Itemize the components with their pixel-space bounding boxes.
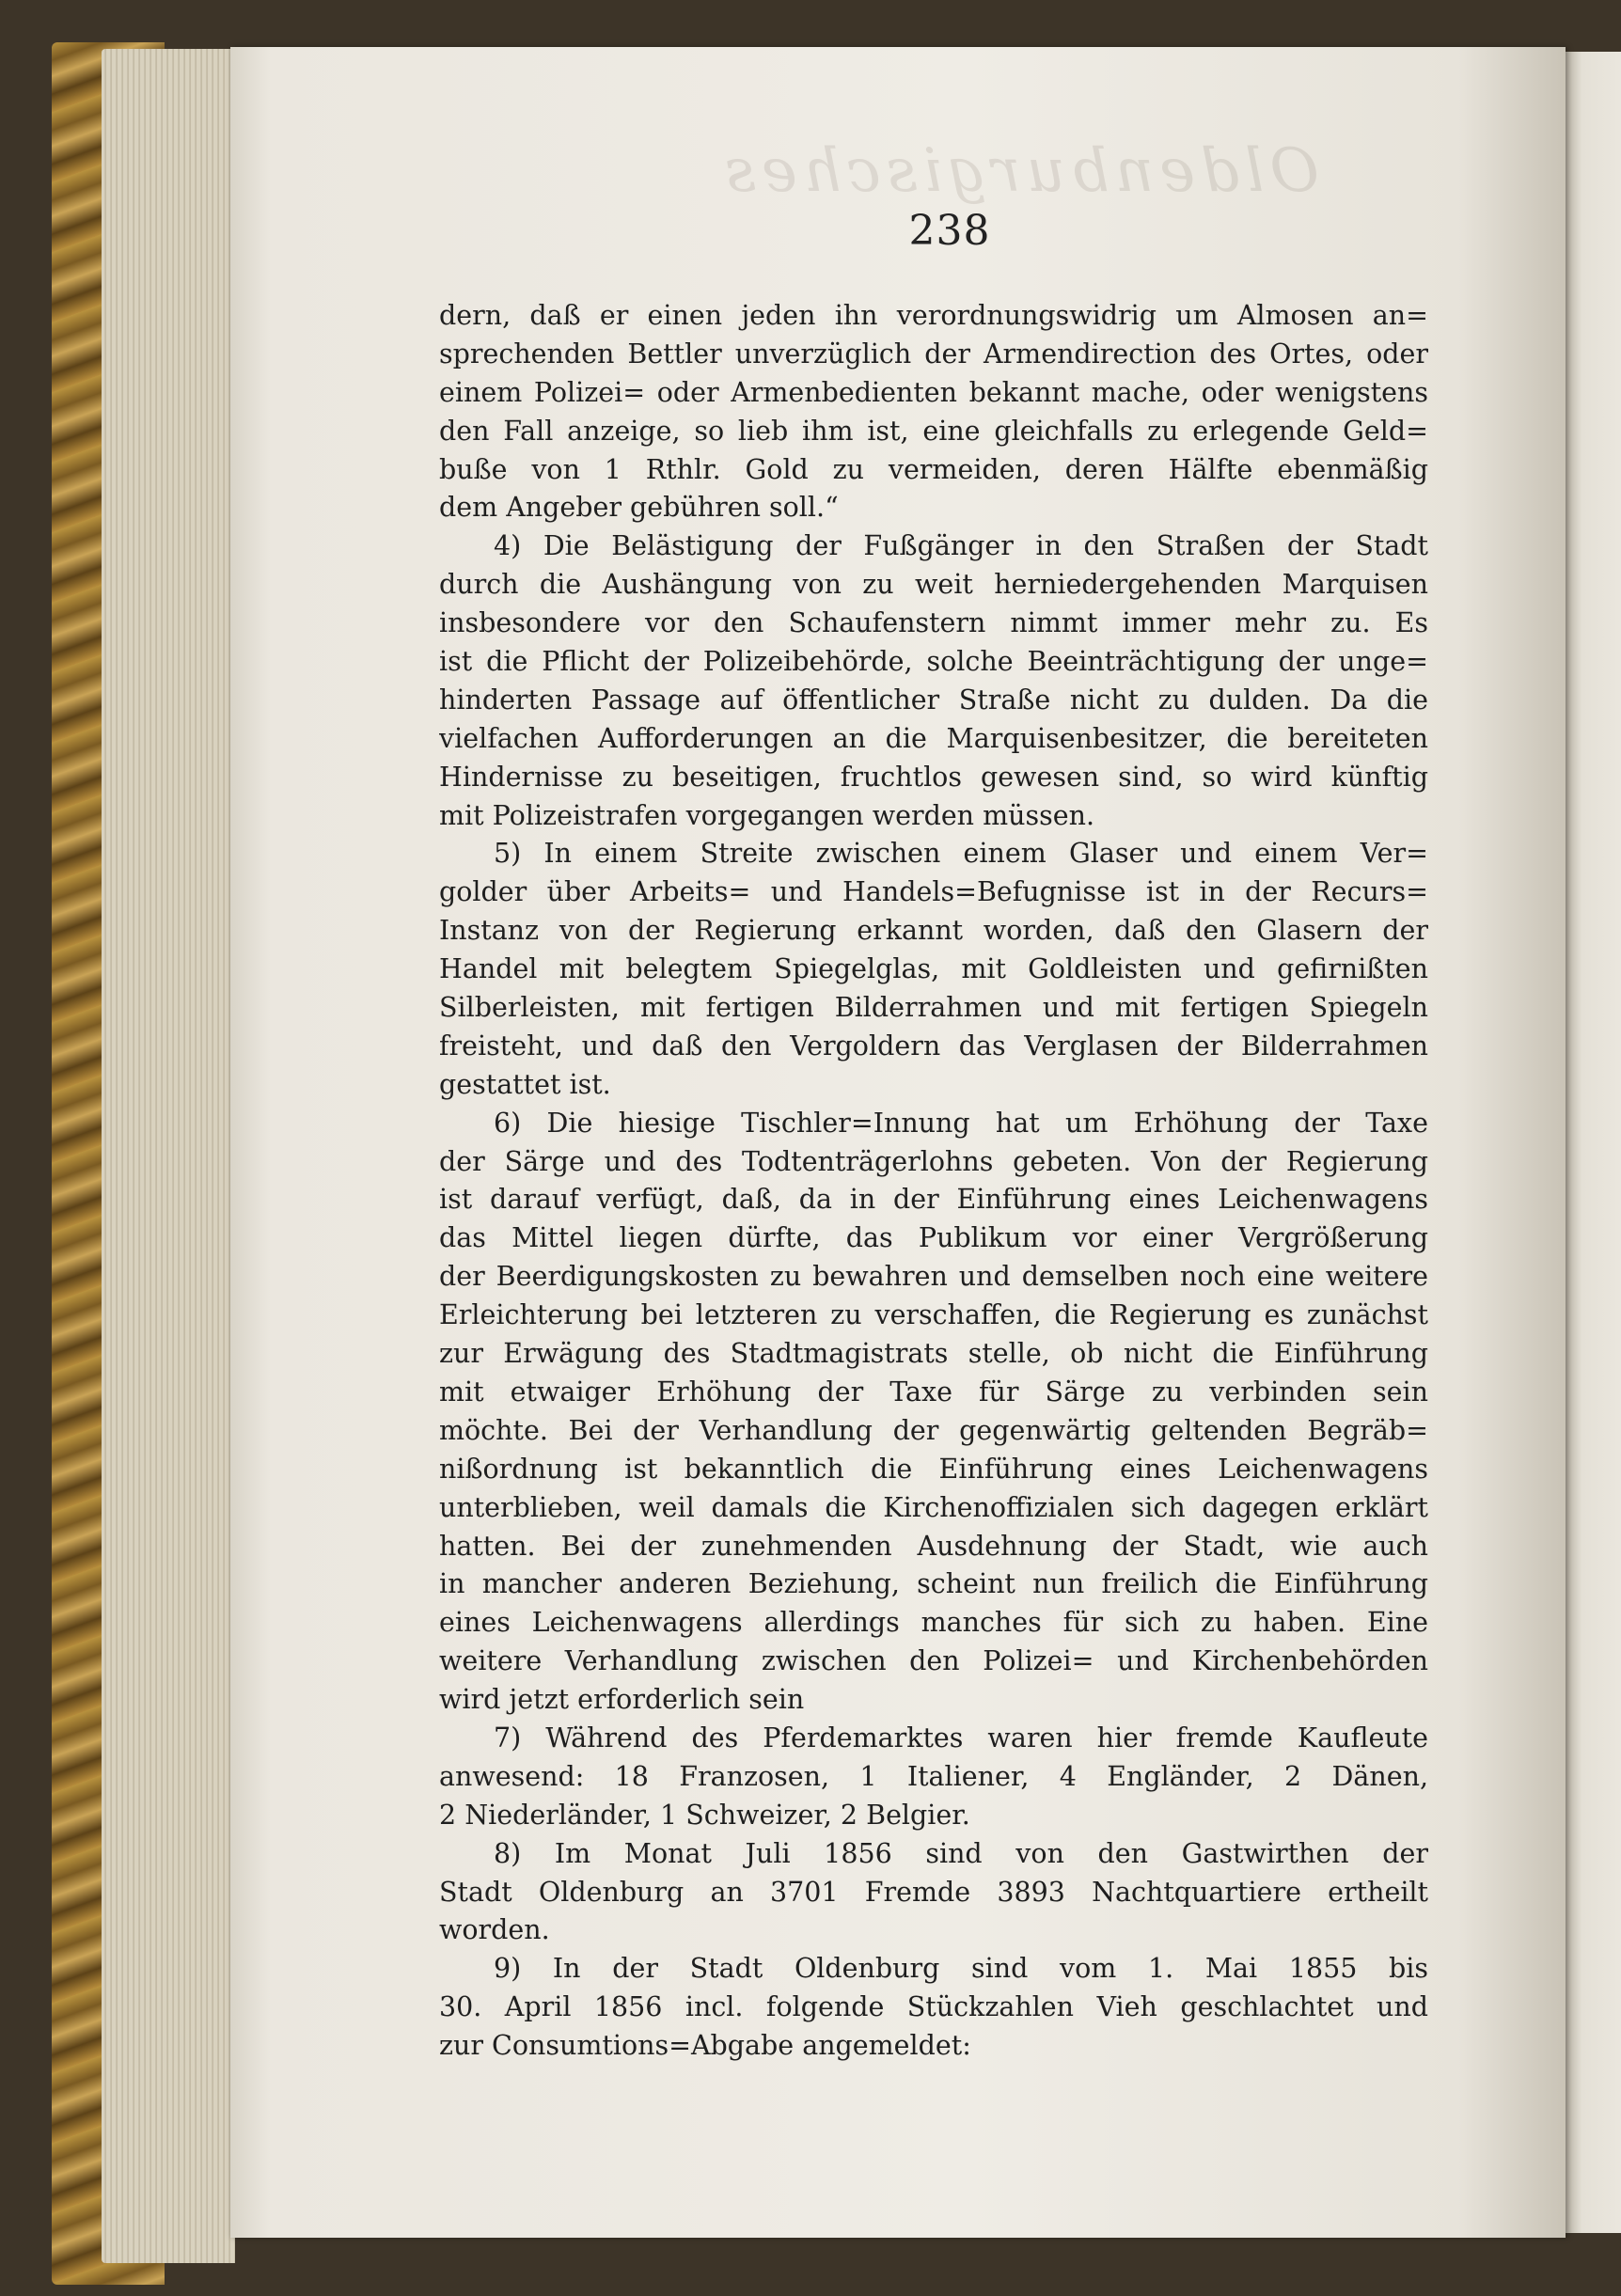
text-line: in mancher anderen Beziehung, scheint nun freilich die Einführung (439, 1568, 1428, 1600)
text-line: Erleichterung bei letzteren zu verschaffen, die Regierung es zunächst (439, 1299, 1428, 1331)
text-line: unterblieben, weil damals die Kirchenoffizialen sich dagegen erklärt (439, 1491, 1428, 1523)
paragraph (439, 835, 1428, 1104)
paragraph (439, 297, 1428, 527)
text-line: dem Angeber gebühren soll.“ (439, 492, 839, 524)
show-through-text: Oldenburgisches (719, 136, 1319, 206)
text-line: ist darauf verfügt, daß, da in der Einführung eines Leichenwagens (439, 1184, 1428, 1216)
text-line: worden. (439, 1914, 550, 1946)
text-line: Hindernisse zu beseitigen, fruchtlos gewesen sind, so wird künftig (439, 761, 1428, 793)
paragraph (439, 1950, 1428, 2066)
text-line: weitere Verhandlung zwischen den Polizei= und Kirchenbehörden (439, 1645, 1428, 1677)
paragraph (439, 527, 1428, 835)
text-line: Instanz von der Regierung erkannt worden, daß den Glasern der (439, 915, 1428, 947)
text-line: der Beerdigungskosten zu bewahren und demselben noch eine weitere (439, 1261, 1428, 1293)
text-line: buße von 1 Rthlr. Gold zu vermeiden, deren Hälfte ebenmäßig (439, 453, 1428, 485)
paragraph (439, 1105, 1428, 1720)
text-line: einem Polizei= oder Armenbedienten bekannt mache, oder wenigstens (439, 376, 1428, 408)
text-line: nißordnung ist bekanntlich die Einführung eines Leichenwagens (439, 1453, 1428, 1485)
text-line: das Mittel liegen dürfte, das Publikum vor einer Vergrößerung (439, 1222, 1428, 1254)
body-text (439, 297, 1428, 2066)
text-line: den Fall anzeige, so lieb ihm ist, eine gleichfalls zu erlegende Geld= (439, 415, 1428, 447)
text-line: sprechenden Bettler unverzüglich der Armendirection des Ortes, oder (439, 338, 1428, 370)
text-line: 5) In einem Streite zwischen einem Glaser und einem Ver= (494, 838, 1428, 870)
text-line: insbesondere vor den Schaufenstern nimmt immer mehr zu. Es (439, 607, 1428, 639)
text-line: mit etwaiger Erhöhung der Taxe für Särge zu verbinden sein (439, 1376, 1428, 1407)
text-line: golder über Arbeits= und Handels=Befugnisse ist in der Recurs= (439, 876, 1428, 908)
text-line: mit Polizeistrafen vorgegangen werden müssen. (439, 799, 1095, 831)
text-line: Silberleisten, mit fertigen Bilderrahmen und mit fertigen Spiegeln (439, 992, 1428, 1024)
text-line: 4) Die Belästigung der Fußgänger in den Straßen der Stadt (494, 530, 1428, 562)
text-line: ist die Pflicht der Polizeibehörde, solche Beeinträchtigung der unge= (439, 646, 1428, 678)
facing-page-edge (1566, 52, 1621, 2233)
text-line: 9) In der Stadt Oldenburg sind vom 1. Mai 1855 bis (494, 1953, 1428, 1985)
text-line: Stadt Oldenburg an 3701 Fremde 3893 Nachtquartiere ertheilt (439, 1876, 1428, 1908)
paragraph (439, 1835, 1428, 1951)
paragraph (439, 1720, 1428, 1835)
page-number: 238 (908, 207, 991, 255)
text-line: der Särge und des Todtenträgerlohns gebeten. Von der Regierung (439, 1145, 1428, 1177)
text-line: 7) Während des Pferdemarktes waren hier fremde Kaufleute (494, 1722, 1428, 1753)
text-line: 6) Die hiesige Tischler=Innung hat um Erhöhung der Taxe (494, 1107, 1428, 1139)
text-line: 30. April 1856 incl. folgende Stückzahlen Vieh geschlachtet und (439, 1991, 1428, 2023)
text-line: wird jetzt erforderlich sein (439, 1684, 805, 1716)
text-line: vielfachen Aufforderungen an die Marquisenbesitzer, die bereiteten (439, 722, 1428, 754)
text-line: dern, daß er einen jeden ihn verordnungswidrig um Almosen an= (439, 300, 1428, 331)
text-line: anwesend: 18 Franzosen, 1 Italiener, 4 Engländer, 2 Dänen, (439, 1760, 1428, 1792)
text-line: 8) Im Monat Juli 1856 sind von den Gastwirthen der (494, 1837, 1428, 1869)
text-line: möchte. Bei der Verhandlung der gegenwärtig geltenden Begräb= (439, 1414, 1428, 1446)
text-line: zur Erwägung des Stadtmagistrats stelle, ob nicht die Einführung (439, 1338, 1428, 1370)
text-line: hatten. Bei der zunehmenden Ausdehnung der Stadt, wie auch (439, 1530, 1428, 1562)
text-line: 2 Niederländer, 1 Schweizer, 2 Belgier. (439, 1799, 970, 1831)
text-line: Handel mit belegtem Spiegelglas, mit Goldleisten und gefirnißten (439, 953, 1428, 985)
text-line: hinderten Passage auf öffentlicher Straße nicht zu dulden. Da die (439, 684, 1428, 716)
text-line: zur Consumtions=Abgabe angemeldet: (439, 2030, 971, 2062)
text-line: freisteht, und daß den Vergoldern das Verglasen der Bilderrahmen (439, 1030, 1428, 1062)
text-line: gestattet ist. (439, 1068, 611, 1100)
text-line: eines Leichenwagens allerdings manches für sich zu haben. Eine (439, 1607, 1428, 1639)
page-edges (102, 49, 235, 2263)
text-line: durch die Aushängung von zu weit herniedergehenden Marquisen (439, 569, 1428, 601)
